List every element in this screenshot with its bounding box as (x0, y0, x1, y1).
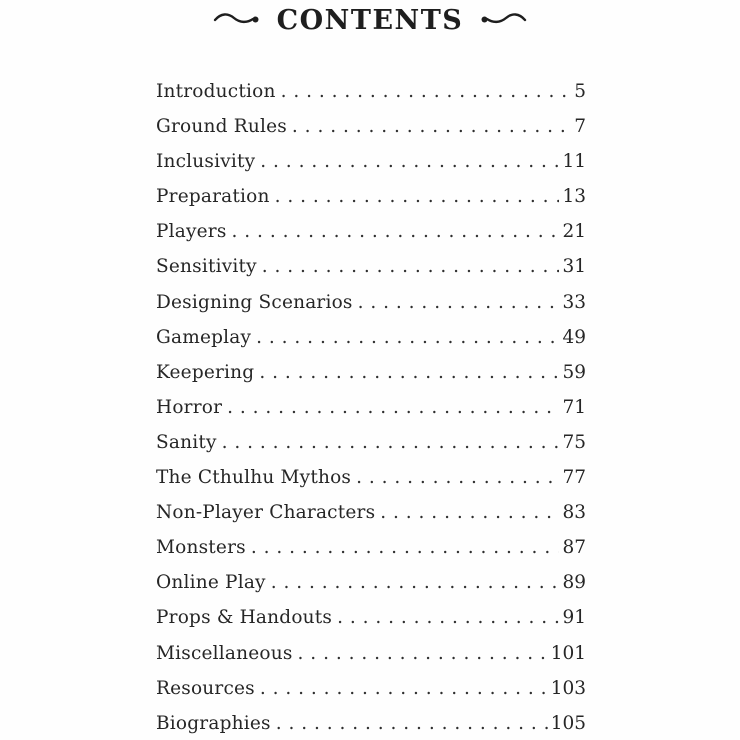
toc-entry-page: 59 (562, 361, 586, 383)
toc-entry-page: 103 (550, 677, 586, 699)
toc-entry (156, 256, 586, 291)
toc-entry (156, 116, 586, 151)
toc-entry-label: The Cthulhu Mythos (156, 467, 352, 489)
dot-leader (380, 502, 559, 523)
toc-list (156, 81, 586, 740)
toc-entry-page: 13 (562, 186, 586, 208)
toc-entry-label: Introduction (156, 81, 276, 102)
toc-entry (156, 362, 586, 397)
toc-entry-label: Keepering (156, 361, 255, 383)
swash-ornament-right-icon (477, 11, 527, 27)
toc-entry-label: Miscellaneous (156, 642, 293, 664)
dot-leader (358, 292, 560, 313)
dot-leader (276, 713, 548, 734)
toc-entry-page: 31 (562, 256, 586, 278)
dot-leader (356, 467, 559, 488)
toc-entry-label: Biographies (156, 712, 271, 734)
dot-leader (262, 256, 560, 277)
toc-entry-page: 33 (562, 291, 586, 313)
toc-entry-page: 91 (562, 607, 586, 629)
dot-leader (260, 678, 548, 699)
dot-leader (232, 221, 560, 242)
toc-entry-page: 105 (550, 712, 586, 734)
toc-entry-label: Non-Player Characters (156, 502, 376, 524)
toc-entry-label: Inclusivity (156, 151, 256, 173)
toc-entry-label: Horror (156, 396, 223, 418)
toc-entry-label: Monsters (156, 537, 246, 559)
toc-entry-label: Online Play (156, 572, 266, 594)
swash-ornament-left-icon (213, 11, 263, 27)
dot-leader (259, 362, 559, 383)
toc-entry (156, 643, 586, 678)
toc-entry (156, 467, 586, 502)
toc-entry (156, 327, 586, 362)
dot-leader (222, 432, 560, 453)
toc-entry (156, 81, 586, 116)
toc-entry-page: 49 (562, 326, 586, 348)
dot-leader (227, 397, 559, 418)
dot-leader (298, 643, 548, 664)
contents-header (0, 0, 740, 38)
toc-entry-page: 75 (562, 431, 586, 453)
toc-entry (156, 537, 586, 572)
toc-entry-page: 89 (562, 572, 586, 594)
toc-entry (156, 186, 586, 221)
toc-entry (156, 713, 586, 740)
dot-leader (260, 151, 559, 172)
dot-leader (256, 327, 559, 348)
toc-entry-page: 87 (562, 537, 586, 559)
dot-leader (337, 607, 559, 628)
toc-entry-label: Resources (156, 677, 255, 699)
toc-entry (156, 432, 586, 467)
dot-leader (292, 116, 571, 137)
toc-entry-label: Players (156, 221, 227, 243)
toc-entry-page: 101 (550, 642, 586, 664)
toc-entry-page: 21 (562, 221, 586, 243)
toc-entry (156, 292, 586, 327)
toc-entry-label: Designing Scenarios (156, 291, 353, 313)
toc-entry (156, 572, 586, 607)
toc-entry-page: 83 (562, 502, 586, 524)
toc-entry-page: 7 (574, 116, 586, 138)
dot-leader (275, 186, 560, 207)
toc-entry-page: 71 (562, 396, 586, 418)
toc-entry-label: Sanity (156, 431, 217, 453)
toc-entry-label: Sensitivity (156, 256, 257, 278)
toc-entry-label: Gameplay (156, 326, 252, 348)
toc-entry (156, 397, 586, 432)
toc-entry-page: 5 (574, 81, 586, 102)
toc-entry-label: Props & Handouts (156, 607, 333, 629)
toc-entry (156, 678, 586, 713)
toc-entry (156, 221, 586, 256)
toc-entry (156, 151, 586, 186)
dot-leader (281, 81, 572, 102)
toc-entry-label: Ground Rules (156, 116, 287, 138)
page-title: CONTENTS (276, 4, 464, 36)
toc-entry-label: Preparation (156, 186, 270, 208)
toc-entry-page: 11 (562, 151, 586, 173)
dot-leader (271, 572, 560, 593)
dot-leader (251, 537, 560, 558)
toc-entry-page: 77 (562, 467, 586, 489)
toc-entry (156, 607, 586, 642)
toc-entry (156, 502, 586, 537)
